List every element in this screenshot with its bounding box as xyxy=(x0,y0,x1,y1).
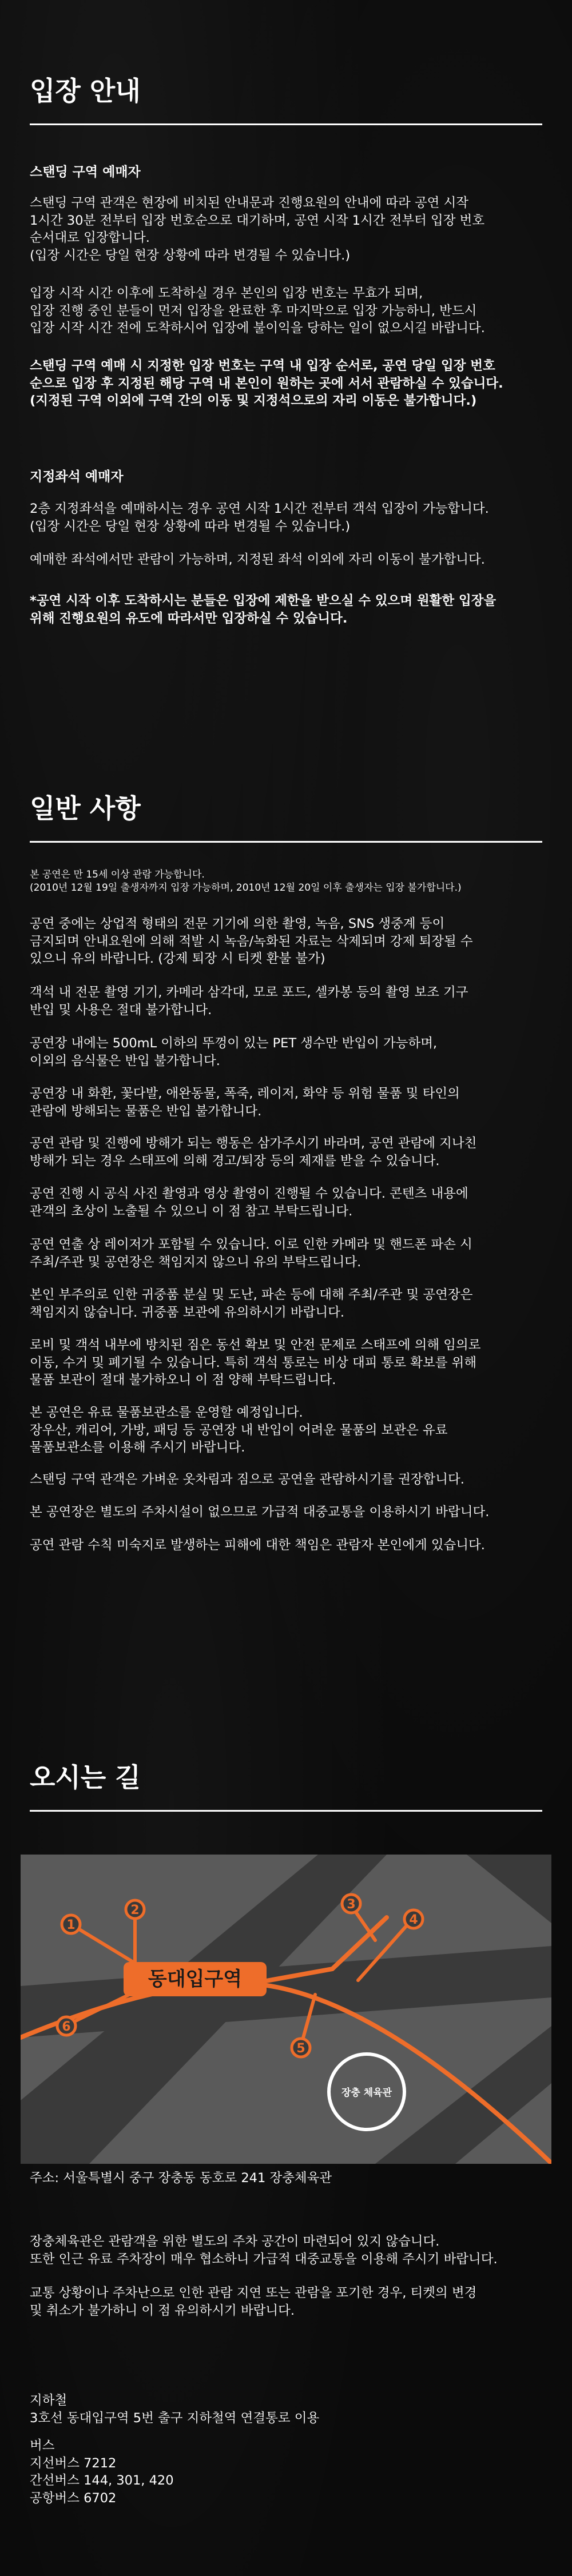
reserved-paragraph-2: 예매한 좌석에서만 관람이 가능하며, 지정된 좌석 이외에 자리 이동이 불가합니다. xyxy=(30,552,485,567)
reserved-heading: 지정좌석 예매자 xyxy=(30,469,124,484)
age-note: 본 공연은 만 15세 이상 관람 가능합니다. (2010년 12월 19일 출생자까지 입장 가능하며, 2010년 12월 20일 이후 출생자는 입장 불가합니다.) xyxy=(30,869,462,894)
general-item: 본 공연장은 별도의 주차시설이 없으므로 가급적 대중교통을 이용하시기 바랍니다. xyxy=(30,1505,490,1520)
exit-3-label: 3 xyxy=(347,1897,356,1912)
section-divider xyxy=(30,1810,542,1812)
standing-heading: 스탠딩 구역 예매자 xyxy=(30,165,141,180)
traffic-note: 교통 상황이나 주차난으로 인한 관람 지연 또는 관람을 포기한 경우, 티켓의 변경 및 취소가 불가하니 이 점 유의하시기 바랍니다. xyxy=(30,2286,477,2318)
reserved-notice: *공연 시작 이후 도착하시는 분들은 입장에 제한을 받으실 수 있으며 원활한 입장을 위해 진행요원의 유도에 따라서만 입장하실 수 있습니다. xyxy=(30,593,496,626)
exit-5-label: 5 xyxy=(296,2041,305,2056)
general-item: 공연 중에는 상업적 형태의 전문 기기에 의한 촬영, 녹음, SNS 생중계 등이 금지되며 안내요원에 의해 적발 시 녹음/녹화된 자료는 삭제되며 강제 퇴장될 수 있으니 유의 바랍니다. (강제 퇴장 시 티켓 환불 불가) xyxy=(30,916,473,966)
section-title-entry: 입장 안내 xyxy=(30,75,141,106)
general-item: 본 공연은 유료 물품보관소를 운영할 예정입니다. 장우산, 캐리어, 가방, 패딩 등 공연장 내 반입이 어려운 물품의 보관은 유료 물품보관소를 이용해 주시기 바랍니다. xyxy=(30,1405,448,1455)
venue-label: 장충 체육관 xyxy=(341,2087,392,2099)
general-item: 본인 부주의로 인한 귀중품 분실 및 도난, 파손 등에 대해 주최/주관 및 공연장은 책임지지 않습니다. 귀중품 보관에 유의하시기 바랍니다. xyxy=(30,1287,473,1320)
general-item: 객석 내 전문 촬영 기기, 카메라 삼각대, 모로 포드, 셀카봉 등의 촬영 보조 기구 반입 및 사용은 절대 불가합니다. xyxy=(30,985,468,1018)
exit-1-label: 1 xyxy=(66,1918,76,1932)
location-map xyxy=(21,1855,551,2164)
exit-6-label: 6 xyxy=(62,2020,71,2034)
general-item: 공연장 내에는 500mL 이하의 뚜껑이 있는 PET 생수만 반입이 가능하며, 이외의 음식물은 반입 불가합니다. xyxy=(30,1036,438,1068)
address: 주소: 서울특별시 중구 장충동 동호로 241 장충체육관 xyxy=(30,2171,332,2186)
standing-paragraph-2: 입장 시작 시간 이후에 도착하실 경우 본인의 입장 번호는 무효가 되며, 입장 진행 중인 분들이 먼저 입장을 완료한 후 마지막으로 입장 가능하니, 반드시 입장 시작 시간 전에 도착하시어 입장에 불이익을 당하는 일이 없으시길 바랍니다. xyxy=(30,286,485,336)
parking-note: 장충체육관은 관람객을 위한 별도의 주차 공간이 마련되어 있지 않습니다. 또한 인근 유료 주차장이 매우 협소하니 가급적 대중교통을 이용해 주시기 바랍니다. xyxy=(30,2234,498,2267)
reserved-paragraph-1: 2층 지정좌석을 예매하시는 경우 공연 시작 1시간 전부터 객석 입장이 가능합니다. (입장 시간은 당일 현장 상황에 따라 변경될 수 있습니다.) xyxy=(30,501,489,534)
standing-notice: 스탠딩 구역 예매 시 지정한 입장 번호는 구역 내 입장 순서로, 공연 당일 입장 번호 순으로 입장 후 지정된 해당 구역 내 본인이 원하는 곳에 서서 관람하실 수 있습니다. (지정된 구역 이외에 구역 간의 이동 및 지정석으로의 자리 이동은 불가합니다.) xyxy=(30,358,503,408)
general-item: 공연 진행 시 공식 사진 촬영과 영상 촬영이 진행될 수 있습니다. 콘텐츠 내용에 관객의 초상이 노출될 수 있으니 이 점 참고 부탁드립니다. xyxy=(30,1186,468,1219)
exit-4-label: 4 xyxy=(409,1913,418,1927)
general-item: 공연 연출 상 레이저가 포함될 수 있습니다. 이로 인한 카메라 및 핸드폰 파손 시 주최/주관 및 공연장은 책임지지 않으니 유의 부탁드립니다. xyxy=(30,1237,472,1270)
section-title-general: 일반 사항 xyxy=(30,793,141,824)
general-item: 공연장 내 화환, 꽃다발, 애완동물, 폭죽, 레이저, 화약 등 위험 물품 및 타인의 관람에 방해되는 물품은 반입 불가합니다. xyxy=(30,1086,460,1119)
section-divider xyxy=(30,123,542,125)
section-title-directions: 오시는 길 xyxy=(30,1762,141,1793)
station-label: 동대입구역 xyxy=(148,1968,243,1991)
general-item: 스탠딩 구역 관객은 가벼운 옷차림과 짐으로 공연을 관람하시기를 권장합니다. xyxy=(30,1472,464,1487)
section-divider xyxy=(30,841,542,843)
subway-info: 지하철 3호선 동대입구역 5번 출구 지하철역 연결통로 이용 xyxy=(30,2393,320,2426)
standing-paragraph-1: 스탠딩 구역 관객은 현장에 비치된 안내문과 진행요원의 안내에 따라 공연 시작 1시간 30분 전부터 입장 번호순으로 대기하며, 공연 시작 1시간 전부터 입장 번호 순서대로 입장합니다. (입장 시간은 당일 현장 상황에 따라 변경될 수 있습니다.) xyxy=(30,196,485,263)
general-item: 로비 및 객석 내부에 방치된 짐은 동선 확보 및 안전 문제로 스태프에 의해 임의로 이동, 수거 및 폐기될 수 있습니다. 특히 객석 통로는 비상 대피 통로 확보를 위해 물품 보관이 절대 불가하오니 이 점 양해 부탁드립니다. xyxy=(30,1338,481,1387)
general-item: 공연 관람 및 진행에 방해가 되는 행동은 삼가주시기 바라며, 공연 관람에 지나친 방해가 되는 경우 스태프에 의해 경고/퇴장 등의 제재를 받을 수 있습니다. xyxy=(30,1136,477,1169)
general-item: 공연 관람 수칙 미숙지로 발생하는 피해에 대한 책임은 관람자 본인에게 있습니다. xyxy=(30,1538,485,1553)
bus-info: 버스 지선버스 7212 간선버스 144, 301, 420 공항버스 6702 xyxy=(30,2438,174,2506)
exit-2-label: 2 xyxy=(130,1903,140,1917)
